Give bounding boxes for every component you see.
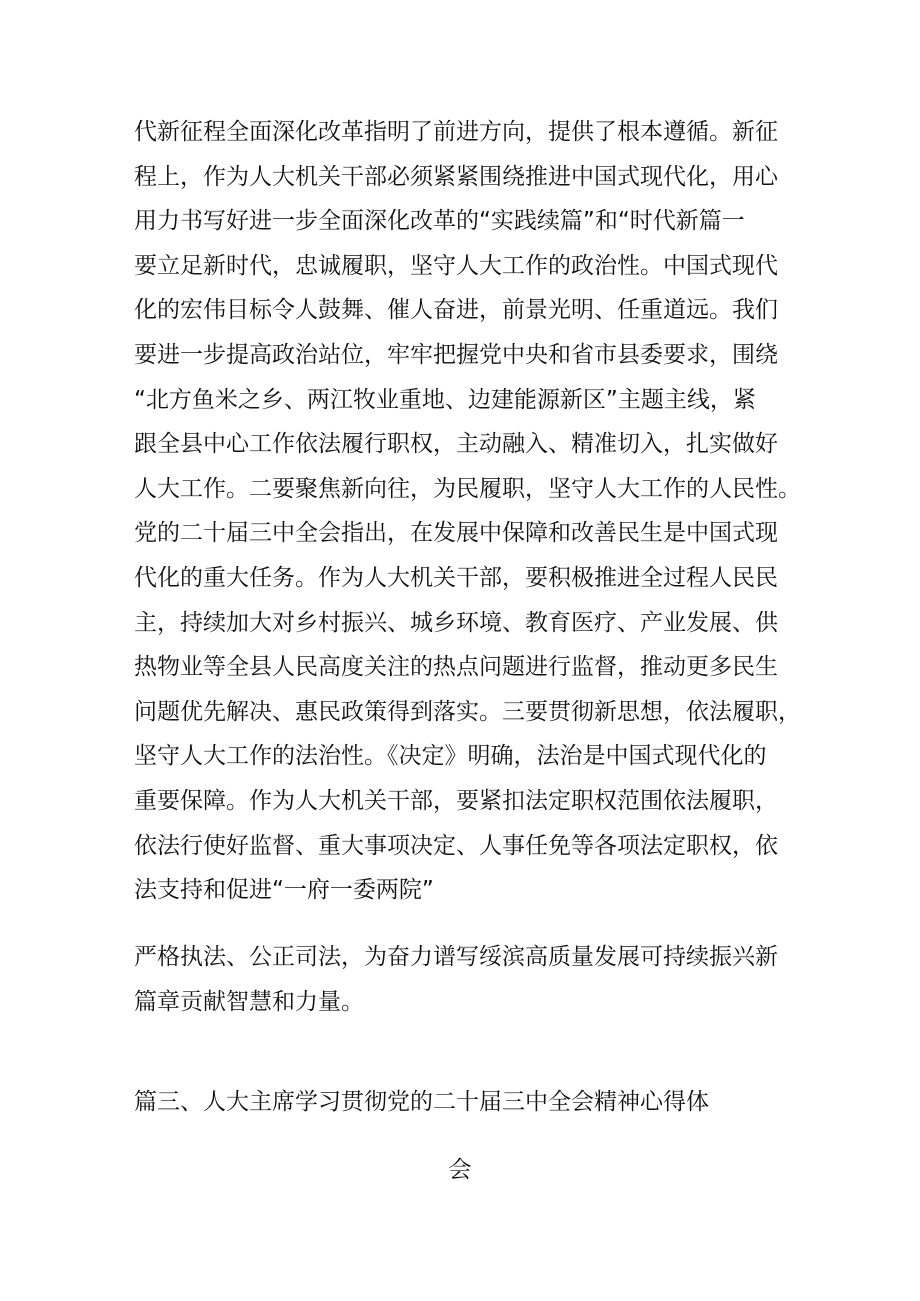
text-line: 主，持续加大对乡村振兴、城乡环境、教育医疗、产业发展、供	[134, 609, 778, 636]
text-line: 代化的重大任务。作为人大机关干部，要积极推进全过程人民民	[134, 564, 778, 591]
text-line: 问题优先解决、惠民政策得到落实。三要贯彻新思想，依法履职，	[134, 698, 801, 725]
section-heading-text: 篇三、人大主席学习贯彻党的二十届三中全会精神心得体	[134, 1089, 709, 1115]
text-line: 热物业等全县人民高度关注的热点问题进行监督，推动更多民生	[134, 654, 778, 681]
text-line: 坚守人大工作的法治性。《决定》明确，法治是中国式现代化的	[134, 743, 767, 770]
body-paragraph-1	[134, 110, 824, 913]
text-line: 用力书写好进一步全面深化改革的“实践续篇”和“时代新篇一	[134, 208, 745, 235]
section-heading	[134, 1080, 824, 1125]
text-line: 重要保障。作为人大机关干部，要紧扣法定职权范围依法履职，	[134, 787, 778, 814]
body-paragraph-2	[134, 935, 824, 1024]
text-line: 程上，作为人大机关干部必须紧紧围绕推进中国式现代化，用心	[134, 163, 778, 190]
text-line: 严格执法、公正司法，为奋力谱写绥滨高质量发展可持续振兴新	[134, 944, 778, 970]
text-line: 党的二十届三中全会指出，在发展中保障和改善民生是中国式现	[134, 520, 778, 547]
section-heading-continuation: 会	[448, 1157, 472, 1183]
text-line: 依法行使好监督、重大事项决定、人事任免等各项法定职权，依	[134, 832, 778, 859]
text-line: 篇章贡献智慧和力量。	[134, 988, 364, 1015]
text-line: 跟全县中心工作依法履行职权，主动融入、精准切入，扎实做好	[134, 431, 778, 458]
text-line: 要立足新时代，忠诚履职，坚守人大工作的政治性。中国式现代	[134, 252, 778, 279]
text-line: 代新征程全面深化改革指明了前进方向，提供了根本遵循。新征	[134, 119, 778, 145]
text-line: 要进一步提高政治站位，牢牢把握党中央和省市县委要求，围绕	[134, 341, 778, 368]
text-line: 人大工作。二要聚焦新向往，为民履职，坚守人大工作的人民性。	[134, 475, 801, 502]
text-line: 法支持和促进“一府一委两院”	[134, 877, 434, 904]
text-line: “北方鱼米之乡、两江牧业重地、边建能源新区”主题主线，紧	[134, 386, 756, 413]
text-line: 化的宏伟目标令人鼓舞、催人奋进，前景光明、任重道远。我们	[134, 297, 778, 324]
